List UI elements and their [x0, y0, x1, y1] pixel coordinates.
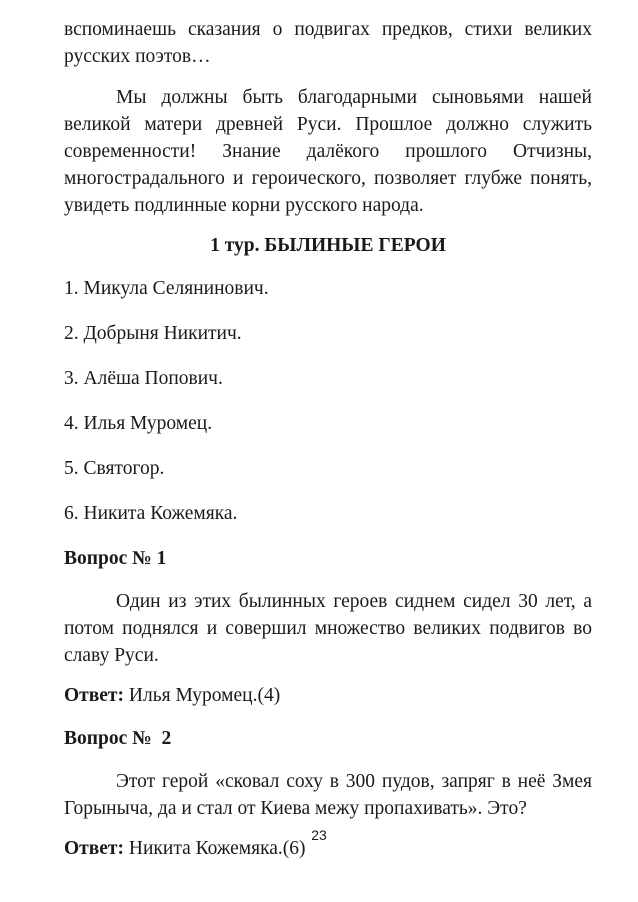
question-text: Этот герой «сковал соху в 300 пудов, запряг в неё Змея Горыныча, да и стал от Киева межу пропахивать». Это?: [64, 771, 592, 819]
list-item: 1. Микула Селянинович.: [64, 278, 269, 299]
question-text: Один из этих былинных героев сиднем сидел 30 лет, а потом поднялся и совершил множество великих подвигов во славу Руси.: [64, 591, 592, 666]
question-heading: Вопрос № 2: [64, 728, 172, 749]
question-heading: Вопрос № 1: [64, 548, 167, 569]
question-block-1: [64, 545, 592, 709]
list-item: 2. Добрыня Никитич.: [64, 323, 242, 344]
heroes-list: [64, 275, 592, 527]
section-title: 1 тур. БЫЛИНЫЕ ГЕРОИ: [210, 235, 446, 256]
answer-text: Илья Муромец.(4): [124, 685, 281, 706]
answer-label: Ответ:: [64, 685, 125, 706]
answer-text: Никита Кожемяка.(6): [124, 838, 306, 859]
list-item: 4. Илья Муромец.: [64, 413, 213, 434]
list-item: 3. Алёша Попович.: [64, 368, 223, 389]
document-page: [64, 16, 592, 878]
answer-line: [64, 682, 592, 709]
answer-label: Ответ:: [64, 838, 125, 859]
intro-continuation: вспоминаешь сказания о подвигах предков, стихи великих русских поэтов…: [64, 19, 592, 67]
list-item: 5. Святогор.: [64, 458, 165, 479]
intro-paragraph: Мы должны быть благодарными сыновьями нашей великой матери древней Руси. Прошлое должно служить современности! Знание далёкого прошлого Отчизны, многострадального и героического, позволяет глубже понять, увидеть подлинные корни русского народа.: [64, 87, 592, 216]
page-number: 23: [311, 827, 327, 843]
list-item: 6. Никита Кожемяка.: [64, 503, 238, 524]
